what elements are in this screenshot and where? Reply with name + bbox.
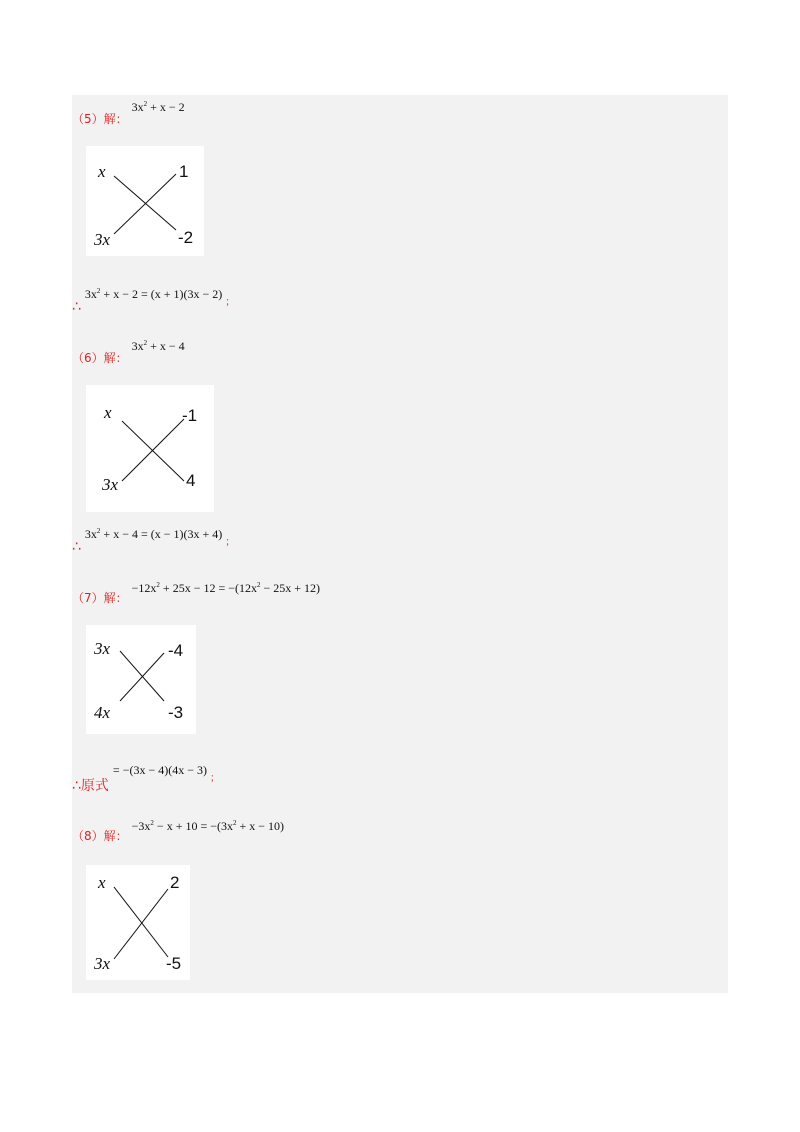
left-bottom-term: 4x xyxy=(94,703,111,722)
solution-panel xyxy=(72,95,728,993)
cross-line-1 xyxy=(114,176,176,230)
problem-7-header xyxy=(72,581,321,605)
therefore-symbol: ∴ xyxy=(72,299,81,315)
cross-line-2 xyxy=(114,174,176,234)
problem-7-result xyxy=(72,763,220,794)
right-bottom-term: -3 xyxy=(168,703,184,722)
left-bottom-term: 3x xyxy=(94,954,111,973)
problem-7-expression: $-12x^2 + 25x - 12 = -(12x^2 - 25x + 12)$ xyxy=(131,581,321,595)
left-top-term: x xyxy=(98,873,106,892)
semicolon: ； xyxy=(209,773,220,784)
problem-8-expression: $-3x^2 - x + 10 = -(3x^2 + x - 10)$ xyxy=(131,819,285,833)
cross-line-2 xyxy=(114,889,168,959)
problem-5-header xyxy=(72,100,185,126)
problem-6-label: （6）解： xyxy=(72,351,128,365)
problem-6-header xyxy=(72,339,185,365)
problem-6-cross-diagram xyxy=(86,385,214,512)
problem-6-result xyxy=(72,527,236,555)
problem-5-label: （5）解： xyxy=(72,112,128,126)
problem-5-expression: $3x^2 + x - 2$ xyxy=(131,100,185,114)
left-top-term: 3x xyxy=(94,639,111,658)
right-top-term: 1 xyxy=(179,162,189,181)
left-top-term: x xyxy=(104,403,112,422)
problem-7-cross-diagram xyxy=(86,625,196,734)
left-bottom-term: 3x xyxy=(94,230,111,249)
semicolon: ； xyxy=(225,537,236,548)
problem-5-cross-diagram xyxy=(86,146,204,256)
problem-6-result-expression: $3x^2 + x - 4 = (x - 1)(3x + 4)$ xyxy=(84,527,223,541)
therefore-original-expression: ∴原式 xyxy=(72,778,109,794)
semicolon: ； xyxy=(225,297,236,308)
problem-8-header xyxy=(72,819,285,843)
problem-6-expression: $3x^2 + x - 4$ xyxy=(131,339,185,353)
problem-7-result-expression: = −(3x − 4)(4x − 3) xyxy=(112,763,207,777)
left-bottom-term: 3x xyxy=(102,475,119,494)
right-bottom-term: -2 xyxy=(178,228,194,247)
right-bottom-term: 4 xyxy=(186,471,196,490)
right-bottom-term: -5 xyxy=(166,954,182,973)
problem-8-cross-diagram xyxy=(86,865,190,980)
right-top-term: -4 xyxy=(168,641,184,660)
problem-8-label: （8）解： xyxy=(72,829,128,843)
problem-5-result xyxy=(72,287,236,315)
right-top-term: -1 xyxy=(182,406,198,425)
right-top-term: 2 xyxy=(170,873,180,892)
left-top-term: x xyxy=(98,162,106,181)
problem-7-label: （7）解： xyxy=(72,591,128,605)
cross-line-1 xyxy=(114,887,168,957)
therefore-symbol: ∴ xyxy=(72,539,81,555)
problem-5-result-expression: $3x^2 + x - 2 = (x + 1)(3x - 2)$ xyxy=(84,287,223,301)
